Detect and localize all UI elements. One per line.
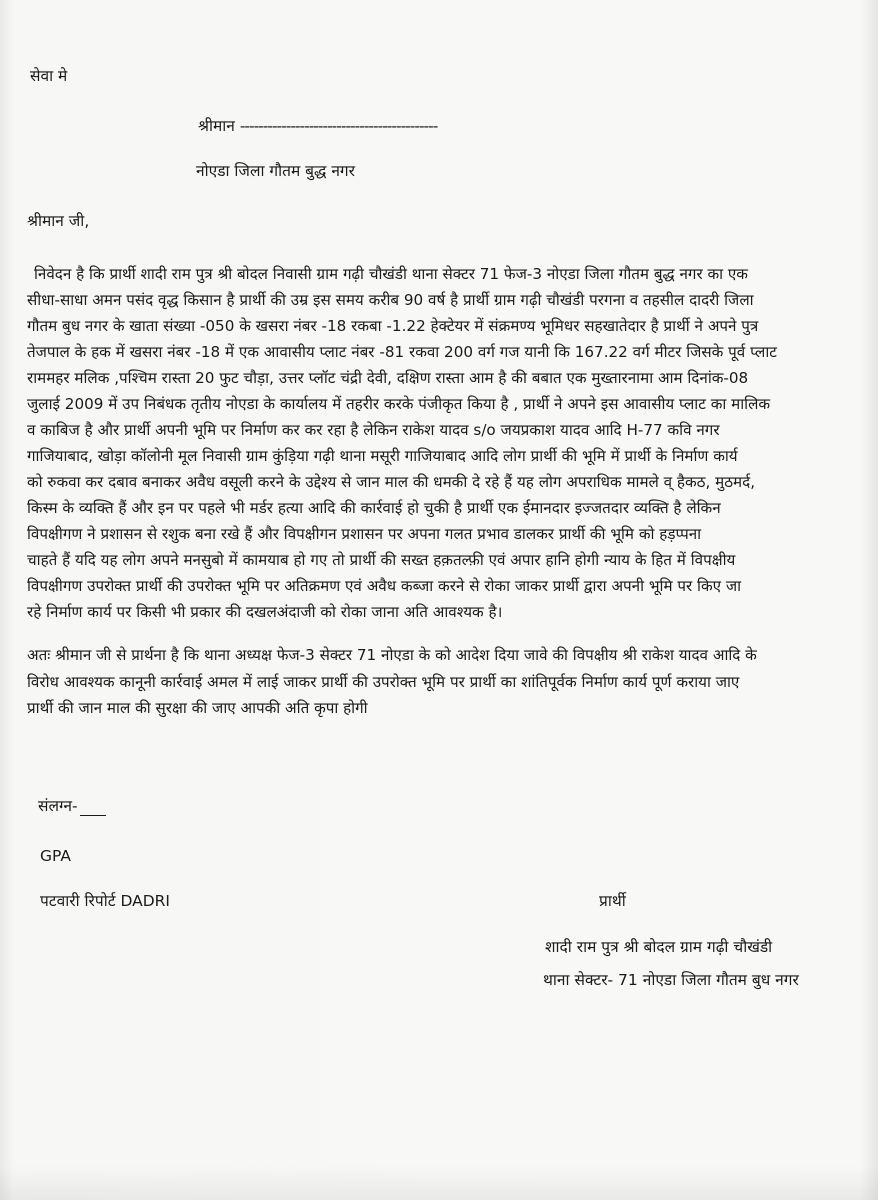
signature-line: शादी राम पुत्र श्री बोदल ग्राम गढ़ी चौखंडी — [545, 938, 773, 956]
body-line: चाहते हैं यदि यह लोग अपने मनसुबो में कामयाब हो गए तो प्रार्थी की सख्त हक़तल्फ़ी एवं अपार हानि होगी न्याय के हित में विपक्षीय — [27, 551, 736, 569]
body-line: गौतम बुध नगर के खाता संख्या -050 के खसरा नंबर -18 रकबा -1.22 हेक्टेयर में संक्रमण्य भूमिधर सहखातेदार है प्रार्थी ने अपने पुत्र — [27, 317, 759, 335]
enclosure-item: पटवारी रिपोर्ट DADRI — [40, 892, 170, 910]
enclosure-item: GPA — [40, 847, 71, 865]
greeting: श्रीमान जी, — [27, 212, 90, 230]
page-shadow — [0, 1165, 878, 1200]
applicant-label: प्रार्थी — [599, 892, 626, 910]
body-line: रहे निर्माण कार्य पर किसी भी प्रकार की दखलअंदाजी को रोका जाना अति आवश्यक है। — [27, 603, 503, 621]
underline — [80, 815, 106, 816]
prayer-line: विरोध आवश्यक कानूनी कार्रवाई अमल में लाई जाकर प्रार्थी की उपरोक्त भूमि पर प्रार्थी का शांतिपूर्वक निर्माण कार्य पूर्ण कराया जाए — [27, 673, 740, 691]
signature-line: थाना सेक्टर- 71 नोएडा जिला गौतम बुध नगर — [543, 971, 799, 989]
body-line: विपक्षीगण ने प्रशासन से रशुक बना रखे हैं और विपक्षीगन प्रशासन पर अपना गलत प्रभाव डालकर प्रार्थी की भूमि को हड़प्पना — [27, 525, 702, 543]
body-line: विपक्षीगण उपरोक्त प्रार्थी की उपरोक्त भूमि पर अतिक्रमण एवं अवैध कब्जा करने से रोका जाकर प्रार्थी द्वारा अपनी भूमि पर किए जा — [27, 577, 742, 595]
body-line: तेजपाल के हक में खसरा नंबर -18 में एक आवासीय प्लाट नंबर -81 रकवा 200 वर्ग गज यानी कि 167.22 वर्ग मीटर जिसके पूर्व प्लाट — [27, 343, 777, 361]
enclosures-label: संलग्न- — [38, 796, 106, 816]
recipient-title: श्रीमान — [198, 117, 235, 135]
prayer-line: अतः श्रीमान जी से प्रार्थना है कि थाना अध्यक्ष फेज-3 सेक्टर 71 नोएडा के को आदेश दिया जावे की विपक्षीय श्री राकेश यादव आदि के — [27, 646, 757, 664]
body-line: किस्म के व्यक्ति हैं और इन पर पहले भी मर्डर हत्या आदि की कार्रवाई हो चुकी है प्रार्थी एक ईमानदार इज्जतदार व्यक्ति है लेकिन — [27, 499, 721, 517]
recipient-place: नोएडा जिला गौतम बुद्ध नगर — [196, 162, 355, 180]
body-line: गाजियाबाद, खोड़ा कॉलोनी मूल निवासी ग्राम कुंड़िया गढ़ी थाना मसूरी गाजियाबाद आदि लोग प्रार्थी की भूमि में प्रार्थी के निर्माण कार्य — [27, 447, 738, 465]
recipient-blank: ------------------------------------------- — [239, 117, 438, 135]
salutation-to: सेवा मे — [30, 67, 68, 85]
recipient-line — [198, 116, 437, 136]
body-line: सीधा-साधा अमन पसंद वृद्ध किसान है प्रार्थी की उम्र इस समय करीब 90 वर्ष है प्रार्थी ग्राम गढ़ी चौखंडी परगना व तहसील दादरी जिला — [27, 291, 754, 309]
prayer-line: प्रार्थी की जान माल की सुरक्षा की जाए आपकी अति कृपा होगी — [27, 699, 368, 717]
body-line: जुलाई 2009 में उप निबंधक तृतीय नोएडा के कार्यालय में तहरीर करके पंजीकृत किया है , प्रार्थी ने अपने इस आवासीय प्लाट का मालिक — [27, 395, 771, 413]
body-line: राममहर मलिक ,पश्चिम रास्ता 20 फुट चौड़ा, उत्तर प्लॉट चंद्री देवी, दक्षिण रास्ता आम है की बबात एक मुख्तारनामा आम दिनांक-08 — [27, 369, 749, 387]
body-line: को रुकवा कर दबाव बनाकर अवैध वसूली करने के उद्देश्य से जान माल की धमकी दे रहे हैं यह लोग अपराधिक मामले व् हैकठ, मुठमर्द, — [27, 473, 756, 491]
body-line: निवेदन है कि प्रार्थी शादी राम पुत्र श्री बोदल निवासी ग्राम गढ़ी चौखंडी थाना सेक्टर 71 फेज-3 नोएडा जिला गौतम बुद्ध नगर का एक — [34, 265, 748, 283]
body-line: व काबिज है और प्रार्थी अपनी भूमि पर निर्माण कर कर रहा है लेकिन राकेश यादव s/o जयप्रकाश यादव आदि H-77 कवि नगर — [27, 421, 720, 439]
